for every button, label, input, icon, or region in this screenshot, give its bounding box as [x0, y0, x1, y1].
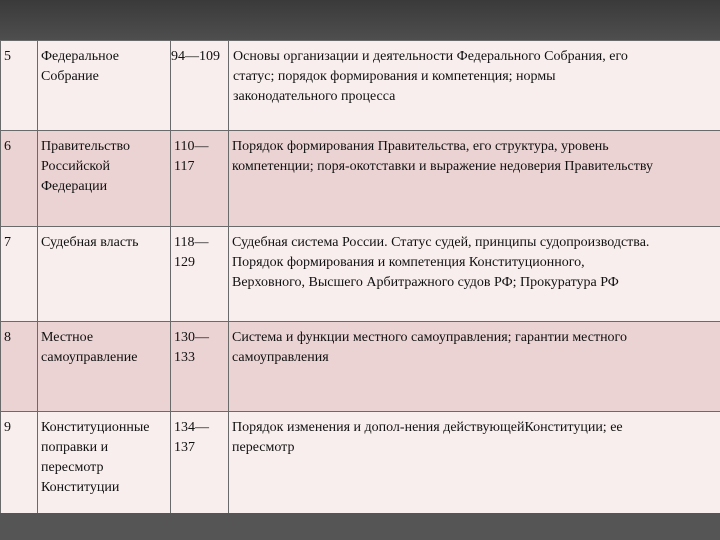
section-name: Правительство Российской Федерации: [38, 131, 171, 227]
section-name: Местное самоуправление: [38, 322, 171, 412]
section-description: Судебная система России. Статус судей, принципы судопроизводства. Порядок формирования и компетенция Конституционного, Верховного, Высшего Арбитражного судов РФ; Прокуратура РФ: [229, 227, 720, 322]
row-number: 5: [1, 41, 38, 131]
section-description: Основы организации и деятельности Федерального Собрания, его статус; порядок формирования и компетенция; нормы законодательного процесса: [229, 41, 720, 131]
section-name: Судебная власть: [38, 227, 171, 322]
article-range: 118— 129: [171, 227, 229, 322]
article-range: 94—109: [171, 41, 229, 131]
slide-bottom-band: [0, 513, 720, 540]
row-number: 7: [1, 227, 38, 322]
section-name: Конституционные поправки и пересмотр Конституции: [38, 412, 171, 514]
section-description: Система и функции местного самоуправления; гарантии местного самоуправления: [229, 322, 720, 412]
table-row: [1, 227, 720, 322]
row-number: 6: [1, 131, 38, 227]
article-range: 110— 117: [171, 131, 229, 227]
table-row: [1, 322, 720, 412]
constitution-topics-table: [0, 40, 720, 514]
section-name: Федеральное Собрание: [38, 41, 171, 131]
article-range: 130— 133: [171, 322, 229, 412]
table-row: [1, 41, 720, 131]
table-row: [1, 412, 720, 514]
article-range: 134— 137: [171, 412, 229, 514]
row-number: 9: [1, 412, 38, 514]
section-description: Порядок изменения и допол-нения действующейКонституции; ее пересмотр: [229, 412, 720, 514]
slide-top-band: [0, 0, 720, 40]
section-description: Порядок формирования Правительства, его структура, уровень компетенции; поря-окотставки и выражение недоверия Правительству: [229, 131, 720, 227]
table-row: [1, 131, 720, 227]
row-number: 8: [1, 322, 38, 412]
